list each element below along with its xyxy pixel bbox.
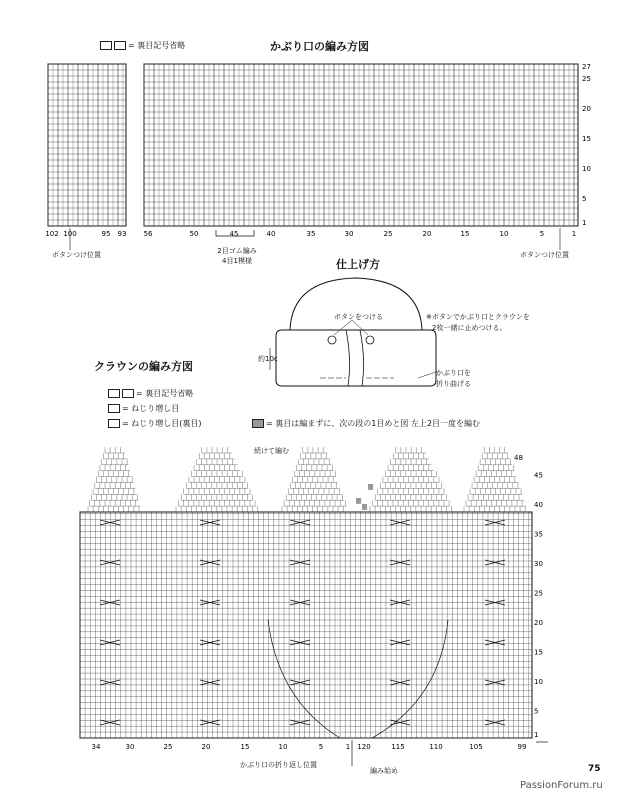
button-leader [352,320,368,335]
top-col-label: 5 [539,230,545,238]
fold-label: かぶり口を 折り曲げる [436,369,471,388]
cable-cross-mark [100,720,120,725]
crown-col-label: 10 [278,743,288,751]
top-legend: = 裏目記号省略 [100,40,185,51]
top-col-label: 102 [45,230,59,238]
crown-grid-base [80,512,532,738]
cable-cross-mark [100,520,120,525]
top-row-label: 10 [582,165,591,173]
crown-legend-gray: = 裏目は編まずに、次の段の1目めと図 左上2目一度を編む [252,418,480,429]
gray-cell-icon [252,419,264,428]
top-col-label: 56 [143,230,153,238]
crown-row-label: 35 [534,530,543,539]
top-col-label: 95 [101,230,111,238]
button-left-icon [328,336,336,344]
top-row-label: 25 [582,75,591,83]
cable-cross-mark [100,640,120,645]
hat-brim-outline [276,330,436,386]
top-row-label: 20 [582,105,591,113]
crown-row-label: 30 [534,559,543,568]
finishing-title: 仕上げ方 [336,258,380,271]
blank-cell-icon [108,389,120,398]
button-position-left: ボタンつけ位置 [52,251,101,259]
crown-row-label: 1 [534,731,539,740]
cable-cross-mark [200,680,220,685]
top-row-label: 27 [582,63,591,71]
page-number: 75 [588,764,601,774]
gray-cell [356,498,361,504]
gray-cell [368,484,373,490]
crown-col-label: 34 [91,743,101,751]
watermark: PassionForum.ru [520,780,603,791]
crown-col-label: 120 [357,743,371,751]
cable-cross-mark [290,600,310,605]
fold-leader [418,372,436,378]
crown-row-label: 15 [534,648,543,657]
start-label: 編み始め [370,767,398,775]
crown-col-label: 110 [429,743,443,751]
top-grid-border [48,64,126,226]
button-position-right: ボタンつけ位置 [520,251,569,259]
top-col-label: 45 [229,230,239,238]
button-right-icon [366,336,374,344]
cable-cross-mark [290,520,310,525]
crown-row-label: 10 [534,677,543,686]
finishing-note: ※ボタンでかぶり口とクラウンを 2枚一緒に止めつける。 [426,313,530,332]
cable-cross-mark [200,520,220,525]
cable-cross-mark [390,560,410,565]
crown-row-label: 25 [534,589,543,598]
top-col-label: 30 [344,230,354,238]
top-col-label: 93 [117,230,127,238]
crown-col-label: 1 [345,743,351,751]
top-row-label: 5 [582,195,587,203]
twist-increase-purl-icon [108,419,120,428]
top-col-label: 10 [499,230,509,238]
brim-split-line [360,330,364,386]
crown-row-label: 45 [534,471,543,480]
purl-symbol-icon [122,389,134,398]
crown-legend: = 裏目記号省略 = ねじり増し目 = ねじり増し目(裏目) [108,386,202,431]
fold-position-label: かぶり口の折り返し位置 [240,761,317,769]
cable-cross-mark [100,560,120,565]
cable-cross-mark [100,600,120,605]
twist-increase-icon [108,404,120,413]
cable-cross-mark [200,720,220,725]
top-col-label: 50 [189,230,199,238]
gray-cell [362,504,367,510]
cable-cross-mark [290,560,310,565]
top-col-label: 1 [571,230,577,238]
cable-cross-mark [390,520,410,525]
cable-cross-mark [200,640,220,645]
button-leader [334,320,352,335]
top-row-label: 15 [582,135,591,143]
crown-row-label: 40 [534,500,543,509]
top-col-label: 35 [306,230,316,238]
top-col-label: 40 [266,230,276,238]
crown-row-label: 5 [534,707,539,716]
brim-split-line [346,330,350,386]
top-col-label: 25 [383,230,393,238]
size-label: 約10c [258,355,278,363]
crown-col-label: 105 [469,743,483,751]
button-label: ボタンをつける [334,313,383,321]
crown-col-label: 30 [125,743,135,751]
crown-col-label: 99 [517,743,527,751]
crown-row-label: 20 [534,618,543,627]
cable-cross-mark [290,720,310,725]
continue-label: 続けて編む [254,447,289,455]
top-col-label: 100 [63,230,77,238]
crown-col-label: 15 [240,743,250,751]
crown-col-label: 5 [318,743,324,751]
cable-cross-mark [390,680,410,685]
crown-col-label: 25 [163,743,173,751]
crown-col-label: 115 [391,743,405,751]
cable-cross-mark [200,560,220,565]
cable-cross-mark [290,640,310,645]
cable-cross-mark [290,680,310,685]
cable-cross-mark [390,600,410,605]
cable-cross-mark [100,680,120,685]
pattern-note: 2目ゴム編み 4目1模様 [217,247,257,265]
crown-row-label: 48 [514,453,523,462]
cable-cross-mark [200,600,220,605]
top-col-label: 15 [460,230,470,238]
top-chart-title: かぶり口の編み方図 [270,40,369,53]
top-col-label: 20 [422,230,432,238]
top-row-label: 1 [582,219,587,227]
crown-col-label: 20 [201,743,211,751]
cable-cross-mark [390,640,410,645]
hat-crown-outline [290,278,422,330]
crown-chart-title: クラウンの編み方図 [94,360,193,373]
